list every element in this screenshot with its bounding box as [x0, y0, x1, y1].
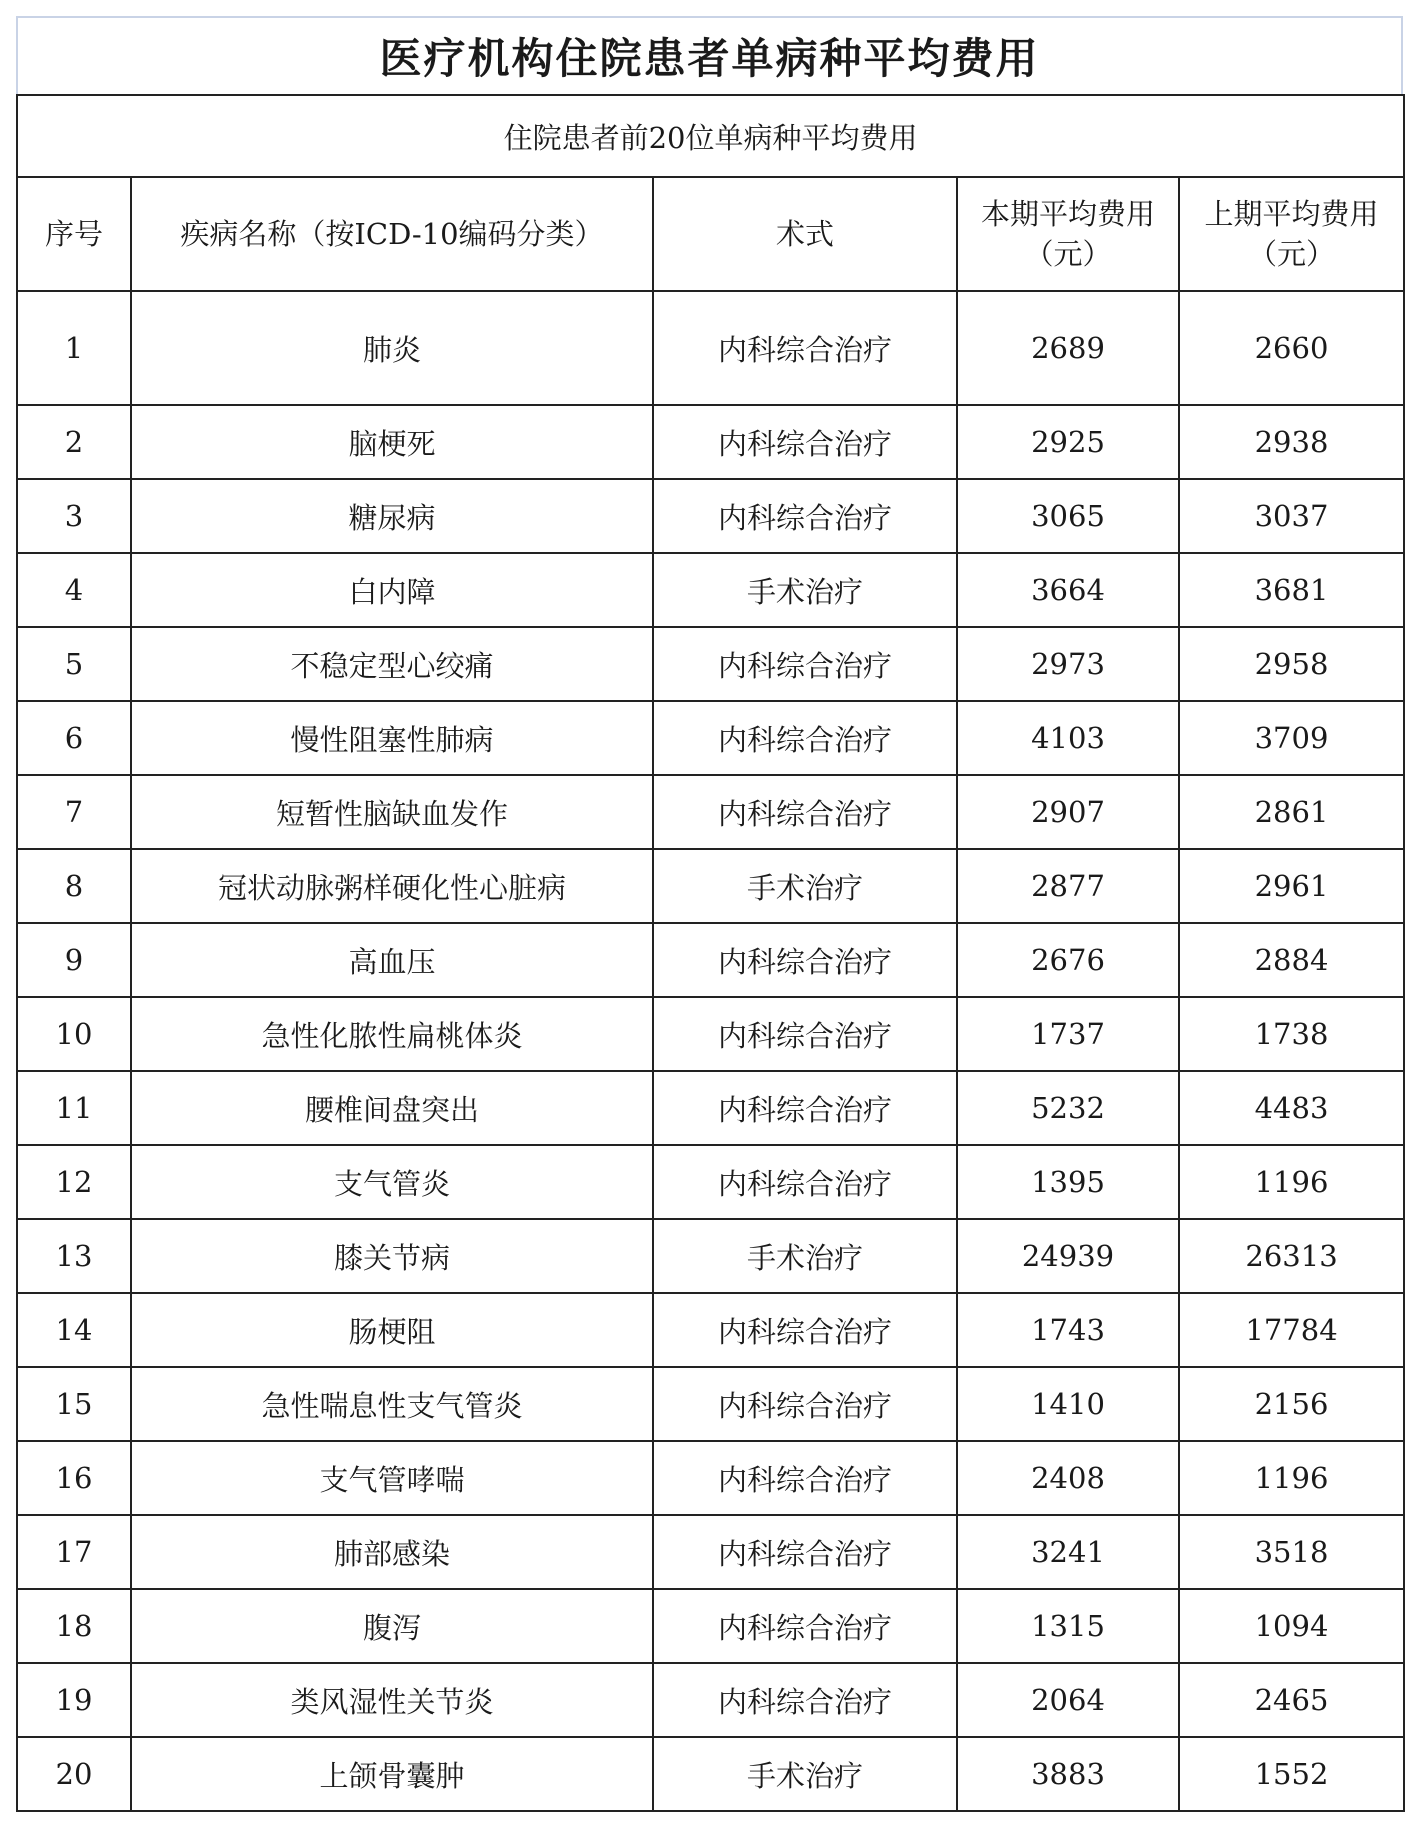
cell-current-cost: 1743: [957, 1293, 1179, 1367]
cell-procedure: 内科综合治疗: [653, 1071, 957, 1145]
header-current-cost: [957, 177, 1179, 291]
cell-procedure: 内科综合治疗: [653, 405, 957, 479]
cell-seq: 4: [17, 553, 131, 627]
cell-previous-cost: 2961: [1179, 849, 1404, 923]
cell-previous-cost: 1094: [1179, 1589, 1404, 1663]
header-row: [17, 177, 1404, 291]
cell-current-cost: 2973: [957, 627, 1179, 701]
table-row: [17, 701, 1404, 775]
cell-seq: 2: [17, 405, 131, 479]
cell-current-cost: 1315: [957, 1589, 1179, 1663]
cell-procedure: 手术治疗: [653, 1737, 957, 1811]
table-row: [17, 849, 1404, 923]
table-subtitle: 住院患者前20位单病种平均费用: [17, 95, 1404, 177]
cell-previous-cost: 2465: [1179, 1663, 1404, 1737]
header-previous-cost-line2: （元）: [1248, 237, 1336, 271]
cell-procedure: 内科综合治疗: [653, 479, 957, 553]
cell-previous-cost: 2660: [1179, 291, 1404, 405]
cell-disease: 腹泻: [131, 1589, 653, 1663]
cell-procedure: 手术治疗: [653, 553, 957, 627]
header-disease: 疾病名称（按ICD-10编码分类）: [131, 177, 653, 291]
cell-seq: 12: [17, 1145, 131, 1219]
cell-previous-cost: 4483: [1179, 1071, 1404, 1145]
cell-seq: 10: [17, 997, 131, 1071]
cell-current-cost: 3065: [957, 479, 1179, 553]
cell-disease: 上颌骨囊肿: [131, 1737, 653, 1811]
cell-current-cost: 24939: [957, 1219, 1179, 1293]
cell-previous-cost: 3037: [1179, 479, 1404, 553]
cell-current-cost: 2689: [957, 291, 1179, 405]
cell-disease: 短暂性脑缺血发作: [131, 775, 653, 849]
header-current-cost-line2: （元）: [1024, 237, 1112, 271]
cell-disease: 急性化脓性扁桃体炎: [131, 997, 653, 1071]
cell-seq: 11: [17, 1071, 131, 1145]
title-box: [16, 16, 1403, 94]
cell-disease: 膝关节病: [131, 1219, 653, 1293]
table-row: [17, 1441, 1404, 1515]
table-row: [17, 1367, 1404, 1441]
table-row: [17, 997, 1404, 1071]
cell-disease: 支气管炎: [131, 1145, 653, 1219]
cell-current-cost: 4103: [957, 701, 1179, 775]
cell-previous-cost: 26313: [1179, 1219, 1404, 1293]
cell-disease: 肺部感染: [131, 1515, 653, 1589]
cell-previous-cost: 1552: [1179, 1737, 1404, 1811]
cell-seq: 7: [17, 775, 131, 849]
table-row: [17, 291, 1404, 405]
cell-procedure: 内科综合治疗: [653, 291, 957, 405]
table-row: [17, 1145, 1404, 1219]
cell-current-cost: 1737: [957, 997, 1179, 1071]
cell-seq: 20: [17, 1737, 131, 1811]
cell-seq: 16: [17, 1441, 131, 1515]
table-row: [17, 1589, 1404, 1663]
cell-seq: 13: [17, 1219, 131, 1293]
cell-disease: 肺炎: [131, 291, 653, 405]
cell-previous-cost: 2884: [1179, 923, 1404, 997]
cell-procedure: 内科综合治疗: [653, 1145, 957, 1219]
table-row: [17, 1219, 1404, 1293]
table-row: [17, 1663, 1404, 1737]
cell-seq: 8: [17, 849, 131, 923]
cell-seq: 15: [17, 1367, 131, 1441]
cell-current-cost: 3241: [957, 1515, 1179, 1589]
cell-disease: 类风湿性关节炎: [131, 1663, 653, 1737]
cell-procedure: 内科综合治疗: [653, 1367, 957, 1441]
table-row: [17, 627, 1404, 701]
cell-current-cost: 2877: [957, 849, 1179, 923]
cell-seq: 14: [17, 1293, 131, 1367]
table-row: [17, 775, 1404, 849]
cell-previous-cost: 2958: [1179, 627, 1404, 701]
header-procedure: 术式: [653, 177, 957, 291]
header-previous-cost-line1: 上期平均费用: [1204, 197, 1379, 231]
cell-current-cost: 3664: [957, 553, 1179, 627]
table-row: [17, 1515, 1404, 1589]
cell-procedure: 内科综合治疗: [653, 701, 957, 775]
cell-seq: 19: [17, 1663, 131, 1737]
header-current-cost-line1: 本期平均费用: [980, 197, 1155, 231]
cell-previous-cost: 2156: [1179, 1367, 1404, 1441]
cell-previous-cost: 3518: [1179, 1515, 1404, 1589]
cell-seq: 5: [17, 627, 131, 701]
cell-previous-cost: 3681: [1179, 553, 1404, 627]
cell-procedure: 手术治疗: [653, 849, 957, 923]
cell-disease: 急性喘息性支气管炎: [131, 1367, 653, 1441]
fee-table: [16, 94, 1405, 1812]
cell-current-cost: 3883: [957, 1737, 1179, 1811]
page-title: 医疗机构住院患者单病种平均费用: [379, 34, 1040, 83]
cell-previous-cost: 3709: [1179, 701, 1404, 775]
cell-procedure: 内科综合治疗: [653, 627, 957, 701]
cell-seq: 17: [17, 1515, 131, 1589]
cell-previous-cost: 2938: [1179, 405, 1404, 479]
cell-seq: 9: [17, 923, 131, 997]
table-row: [17, 405, 1404, 479]
table-row: [17, 1071, 1404, 1145]
table-row: [17, 1737, 1404, 1811]
cell-previous-cost: 1196: [1179, 1145, 1404, 1219]
cell-disease: 支气管哮喘: [131, 1441, 653, 1515]
cell-disease: 冠状动脉粥样硬化性心脏病: [131, 849, 653, 923]
cell-procedure: 手术治疗: [653, 1219, 957, 1293]
cell-seq: 18: [17, 1589, 131, 1663]
cell-disease: 不稳定型心绞痛: [131, 627, 653, 701]
cell-previous-cost: 1738: [1179, 997, 1404, 1071]
cell-disease: 白内障: [131, 553, 653, 627]
cell-procedure: 内科综合治疗: [653, 1663, 957, 1737]
table-body: [17, 95, 1404, 1811]
cell-current-cost: 1395: [957, 1145, 1179, 1219]
cell-procedure: 内科综合治疗: [653, 1441, 957, 1515]
cell-disease: 肠梗阻: [131, 1293, 653, 1367]
cell-current-cost: 2408: [957, 1441, 1179, 1515]
header-seq: 序号: [17, 177, 131, 291]
cell-disease: 高血压: [131, 923, 653, 997]
cell-seq: 1: [17, 291, 131, 405]
cell-procedure: 内科综合治疗: [653, 775, 957, 849]
cell-previous-cost: 17784: [1179, 1293, 1404, 1367]
cell-disease: 糖尿病: [131, 479, 653, 553]
subtitle-row: [17, 95, 1404, 177]
cell-disease: 腰椎间盘突出: [131, 1071, 653, 1145]
cell-current-cost: 2907: [957, 775, 1179, 849]
cell-seq: 6: [17, 701, 131, 775]
table-row: [17, 1293, 1404, 1367]
cell-current-cost: 2676: [957, 923, 1179, 997]
cell-seq: 3: [17, 479, 131, 553]
cell-current-cost: 1410: [957, 1367, 1179, 1441]
header-previous-cost: [1179, 177, 1404, 291]
cell-current-cost: 2925: [957, 405, 1179, 479]
table-row: [17, 479, 1404, 553]
cell-previous-cost: 2861: [1179, 775, 1404, 849]
cell-procedure: 内科综合治疗: [653, 1515, 957, 1589]
cell-previous-cost: 1196: [1179, 1441, 1404, 1515]
cell-current-cost: 2064: [957, 1663, 1179, 1737]
cell-disease: 慢性阻塞性肺病: [131, 701, 653, 775]
cell-procedure: 内科综合治疗: [653, 923, 957, 997]
table-row: [17, 923, 1404, 997]
cell-disease: 脑梗死: [131, 405, 653, 479]
cell-procedure: 内科综合治疗: [653, 1589, 957, 1663]
cell-current-cost: 5232: [957, 1071, 1179, 1145]
table-row: [17, 553, 1404, 627]
cell-procedure: 内科综合治疗: [653, 997, 957, 1071]
cell-procedure: 内科综合治疗: [653, 1293, 957, 1367]
